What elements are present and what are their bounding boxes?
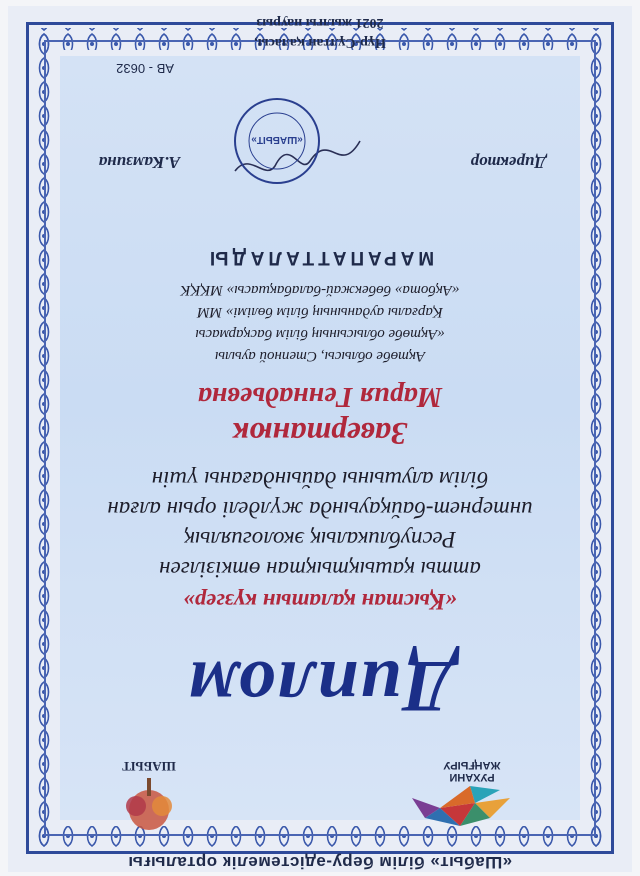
- school-line-2: «Ақтөбе облысының білім басқармасы: [195, 326, 445, 342]
- awarded-label: МАРАПАТТАЛАДЫ: [205, 247, 435, 268]
- signatory-name: А.Камзина: [98, 153, 180, 172]
- colorful-bird-logo-icon: [400, 758, 530, 838]
- body-line-4: білім алушыны дайындағаны үшін: [151, 467, 489, 492]
- school-line-4: «Ақбота» бөбекжай-балабақшасы» МҚҚК: [180, 282, 460, 298]
- recipient-name: Мария Геннадьевна: [197, 381, 443, 412]
- registration-number: АВ - 0632: [116, 61, 174, 76]
- issue-date: 2021 жылғы наурыз: [256, 15, 384, 30]
- body-line-1: атты қашықтықтан өткізілген: [159, 557, 481, 582]
- tree-logo-icon: [104, 750, 194, 836]
- school-line-1: Ақтөбе облысы, Степной ауылы: [214, 348, 426, 364]
- body-line-3: интернет-байқауында жүлделі орын алған: [107, 497, 533, 522]
- diploma-title: Диплом: [186, 645, 454, 727]
- school-line-3: Қарғалы ауданының білім бөлімі» ММ: [197, 304, 443, 320]
- organization-header: «Шабыт» білім беру-әдістемелік орталығы: [127, 853, 513, 872]
- round-stamp: [232, 96, 322, 186]
- svg-text:«ШАБЫТ»: «ШАБЫТ»: [251, 134, 303, 145]
- director-role: Директор: [470, 153, 546, 172]
- logo-text-line2: ЖАҢҒЫРУ: [443, 759, 501, 771]
- recipient-surname: Завертанюк: [232, 416, 408, 452]
- issue-city: Нұр-Сұлтан қаласы,: [254, 35, 386, 50]
- contest-name: «Қыстан қалатын күзгер»: [183, 589, 457, 614]
- logo-shabyt-text: ШАБЫТ: [122, 759, 176, 774]
- logo-text-line1: РУХАНИ: [449, 771, 495, 783]
- body-line-2: Республикалық экологиялық: [184, 527, 456, 552]
